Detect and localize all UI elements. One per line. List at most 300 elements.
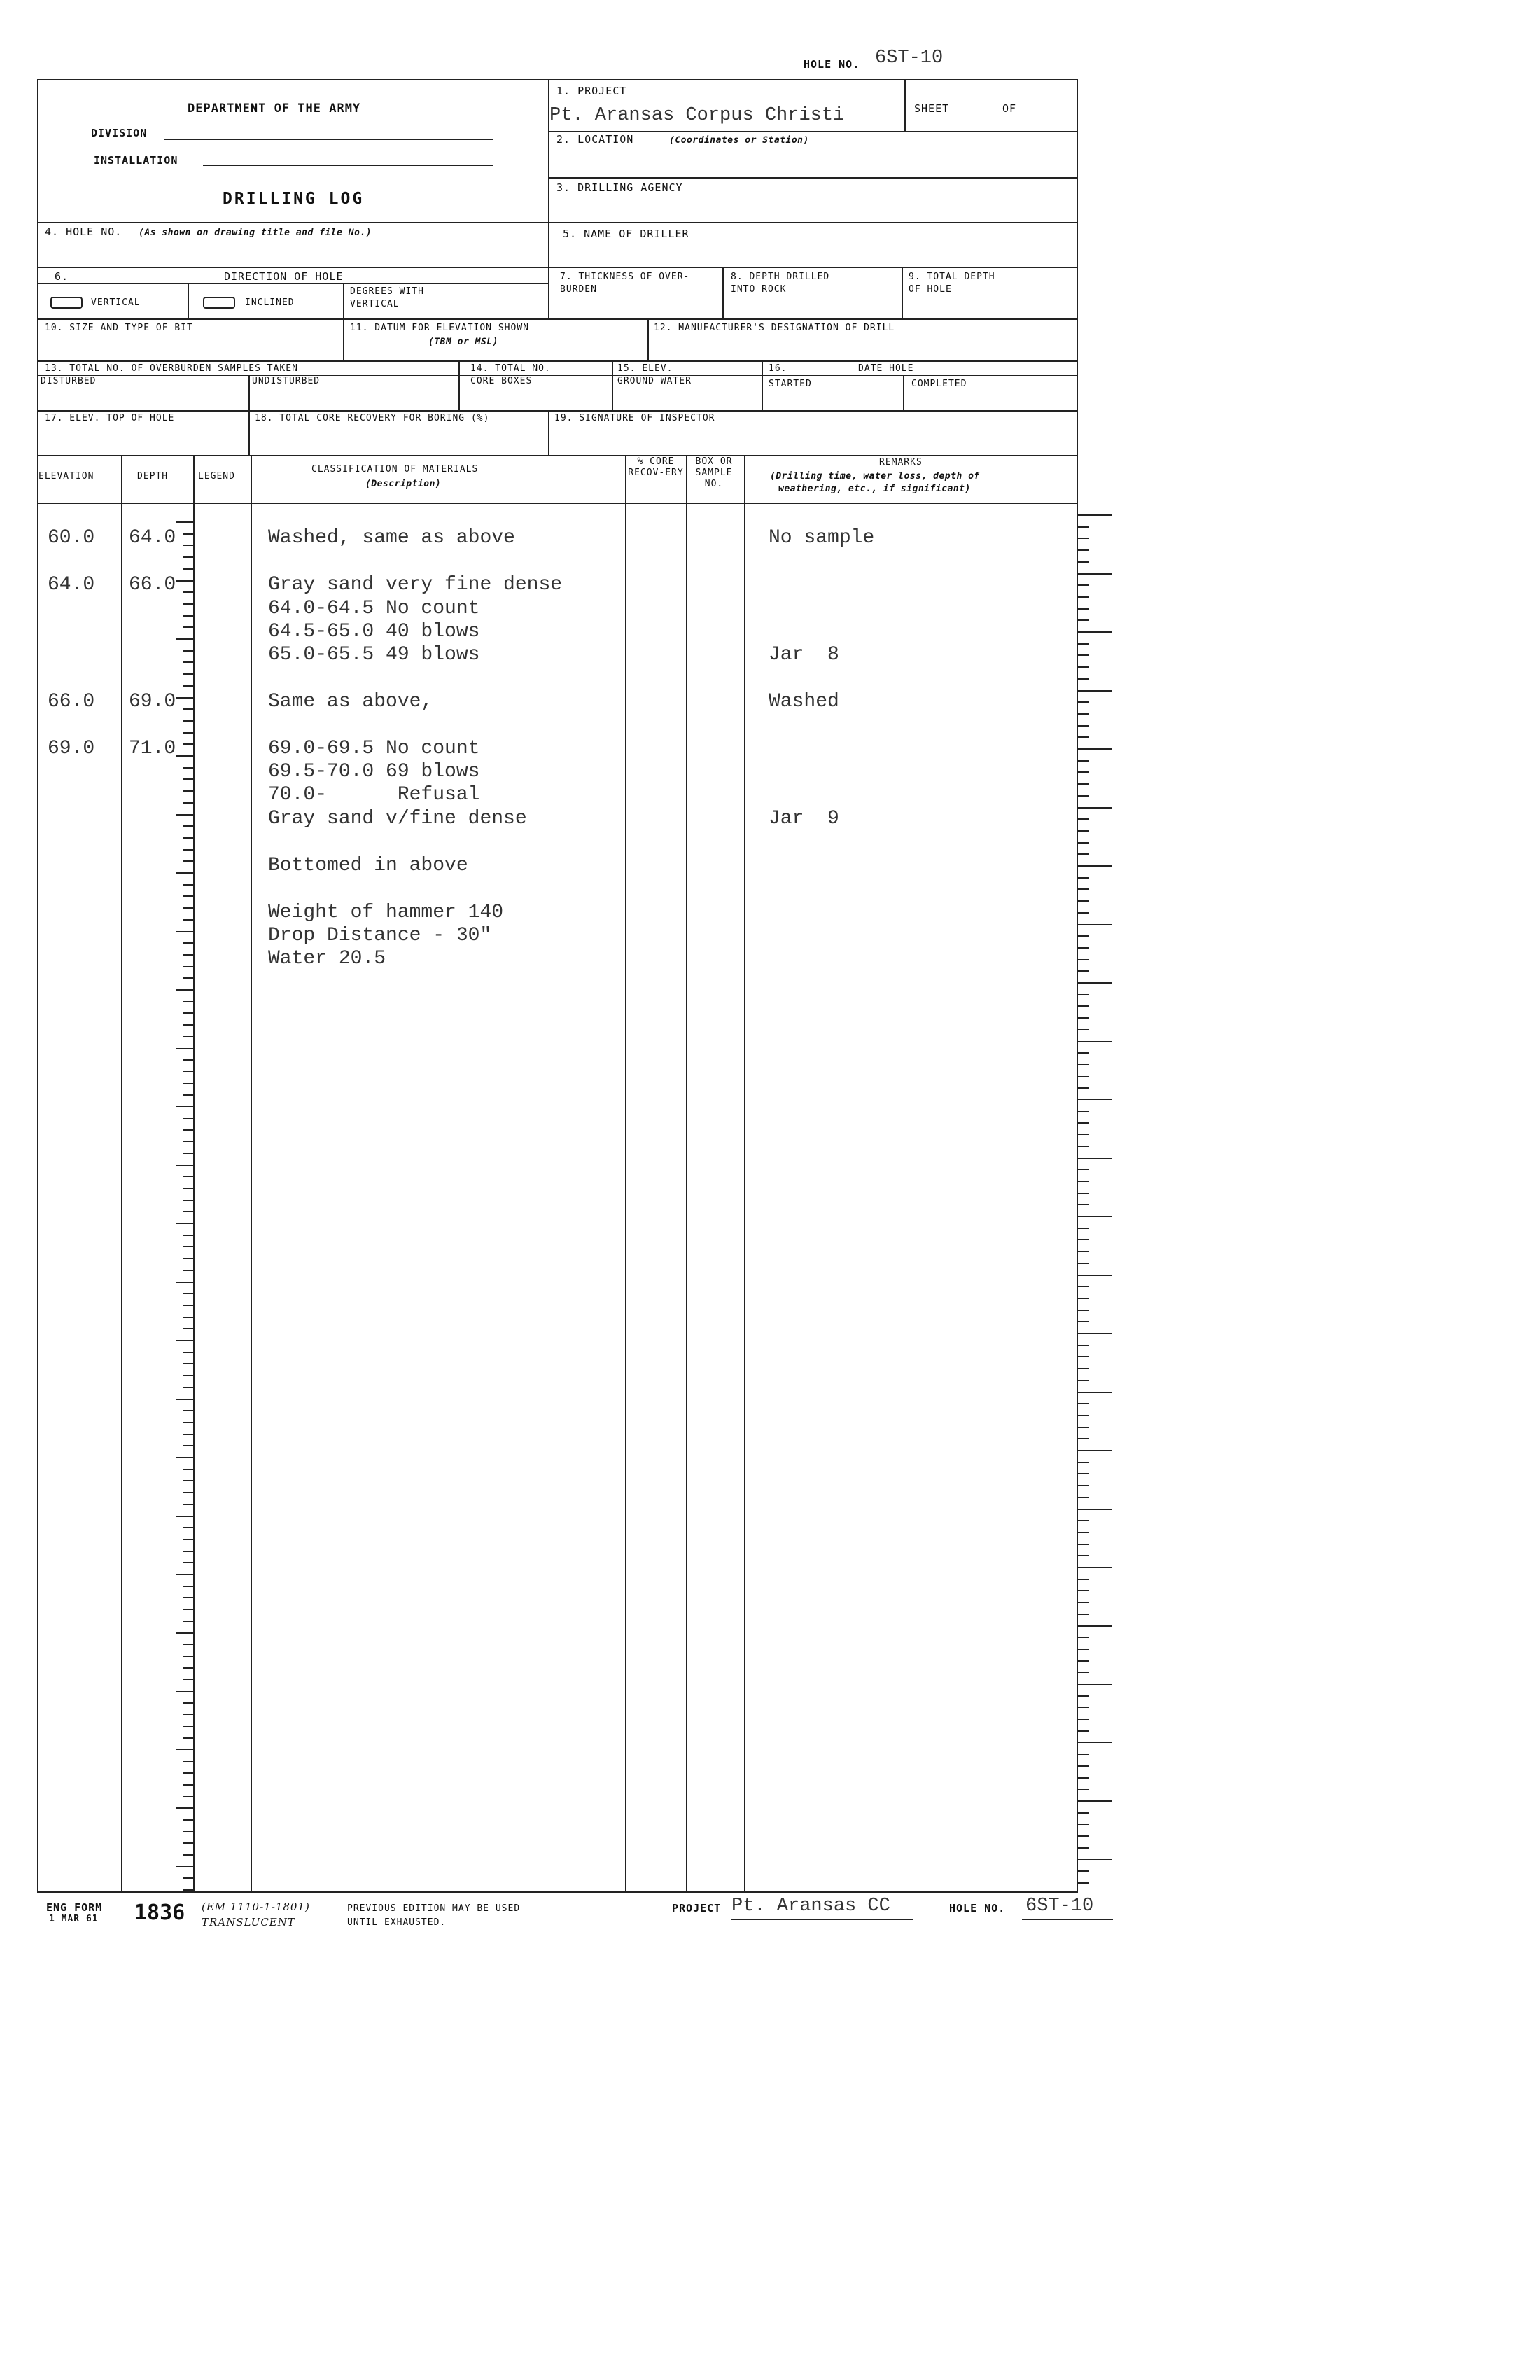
right-scale-tick: [1078, 1870, 1089, 1872]
depth-scale-tick: [183, 1270, 193, 1271]
depth-scale-tick: [183, 966, 193, 967]
right-scale-tick: [1078, 1403, 1089, 1404]
right-scale-tick: [1078, 1707, 1089, 1708]
completed-label: COMPLETED: [911, 379, 967, 389]
col-line-classification: [251, 455, 252, 1893]
footer-hole-value: 6ST-10: [1026, 1896, 1094, 1917]
driller-label: 5. NAME OF DRILLER: [563, 227, 690, 240]
right-scale-tick: [1078, 1648, 1089, 1650]
date-num: 16.: [769, 363, 788, 374]
description-line: 65.0-65.5 49 blows: [268, 644, 480, 666]
depth-scale-tick: [183, 1737, 193, 1739]
elev-top-label: 17. ELEV. TOP OF HOLE: [45, 413, 175, 424]
right-scale-tick: [1078, 1777, 1089, 1779]
col-line-depth: [121, 455, 122, 1893]
depth-scale-tick: [183, 907, 193, 909]
right-scale-tick: [1078, 1660, 1089, 1662]
depth-scale-tick: [176, 1690, 193, 1692]
depth-scale-tick: [183, 708, 193, 710]
right-scale-tick: [1078, 1882, 1089, 1884]
right-scale-tick: [1078, 1567, 1112, 1568]
right-scale-tick: [1078, 1356, 1089, 1357]
depth-scale-tick: [183, 1597, 193, 1598]
depth-scale-tick: [176, 1807, 193, 1809]
depth-scale-tick: [183, 942, 193, 944]
right-scale-tick: [1078, 1730, 1089, 1732]
description-line: Gray sand v/fine dense: [268, 808, 527, 830]
row-line-direction: [37, 267, 1078, 268]
right-scale-tick: [1078, 771, 1089, 773]
elevation-value: 66.0: [48, 691, 95, 713]
right-scale-tick: [1078, 573, 1112, 575]
footer-project-value: Pt. Aransas CC: [732, 1896, 890, 1917]
depth-scale-tick: [183, 1784, 193, 1786]
total-depth-div: [902, 267, 903, 318]
right-scale-tick: [1078, 1204, 1089, 1205]
depth-scale-tick: [183, 1480, 193, 1481]
depth-value: 71.0: [129, 738, 176, 760]
right-scale-tick: [1078, 1590, 1089, 1591]
depth-rock-div: [722, 267, 724, 318]
depth-scale-tick: [183, 825, 193, 827]
eng-form-label: ENG FORM: [46, 1901, 103, 1914]
depth-value: 69.0: [129, 691, 176, 713]
core-recovery-div: [248, 410, 250, 455]
right-scale-tick: [1078, 1765, 1089, 1767]
description-line: Drop Distance - 30": [268, 925, 492, 946]
depth-scale-tick: [183, 1001, 193, 1002]
depth-scale-tick: [183, 1667, 193, 1669]
right-scale-tick: [1078, 1134, 1089, 1135]
right-scale-tick: [1078, 1427, 1089, 1428]
right-scale-tick: [1078, 1005, 1089, 1007]
right-scale-tick: [1078, 830, 1089, 832]
datum-label: 11. DATUM FOR ELEVATION SHOWN: [350, 323, 529, 333]
right-scale-tick: [1078, 760, 1089, 762]
right-scale-tick: [1078, 631, 1112, 633]
col-classification: CLASSIFICATION OF MATERIALS: [312, 464, 479, 475]
right-scale-tick: [1078, 1508, 1112, 1510]
previous-edition-2: UNTIL EXHAUSTED.: [347, 1917, 447, 1928]
depth-scale-tick: [183, 860, 193, 862]
right-scale-tick: [1078, 1544, 1089, 1545]
description-line: Washed, same as above: [268, 527, 515, 549]
right-scale-tick: [1078, 1310, 1089, 1311]
depth-scale-tick: [183, 1129, 193, 1130]
depth-scale-tick: [176, 1574, 193, 1575]
depth-scale-tick: [183, 1550, 193, 1552]
right-scale-tick: [1078, 924, 1112, 925]
drilling-log-title: DRILLING LOG: [223, 190, 365, 208]
remark-line: Jar 8: [769, 644, 839, 666]
depth-scale-tick: [183, 1644, 193, 1645]
hole-no-field-label: 4. HOLE NO.: [45, 225, 122, 238]
depth-scale-tick: [183, 1059, 193, 1060]
right-scale-tick: [1078, 1122, 1089, 1124]
right-scale-tick: [1078, 1239, 1089, 1240]
depth-scale-tick: [183, 884, 193, 886]
right-scale-tick: [1078, 678, 1089, 680]
elevation-value: 64.0: [48, 574, 95, 596]
depth-scale-tick: [183, 1422, 193, 1423]
department-title: DEPARTMENT OF THE ARMY: [188, 102, 361, 115]
depth-scale-tick: [183, 732, 193, 734]
depth-scale-tick: [183, 977, 193, 979]
depth-scale-tick: [183, 545, 193, 546]
inclined-checkbox[interactable]: [203, 297, 235, 309]
undisturbed-label: UNDISTURBED: [252, 376, 321, 386]
right-scale-tick: [1078, 736, 1089, 738]
right-scale-tick: [1078, 1800, 1112, 1802]
depth-scale-tick: [183, 1830, 193, 1832]
right-scale-tick: [1078, 1788, 1089, 1790]
depth-scale-tick: [183, 767, 193, 769]
right-scale-tick: [1078, 643, 1089, 645]
installation-line: [203, 165, 493, 166]
samples-label: 13. TOTAL NO. OF OVERBURDEN SAMPLES TAKEN: [45, 363, 298, 374]
date-hole-label: DATE HOLE: [858, 363, 914, 374]
description-line: Water 20.5: [268, 948, 386, 969]
col-elevation: ELEVATION: [38, 471, 94, 482]
hole-no-field-hint: (As shown on drawing title and file No.): [139, 227, 372, 238]
depth-scale-tick: [183, 568, 193, 570]
depth-scale-tick: [183, 1200, 193, 1201]
right-scale-tick: [1078, 701, 1089, 703]
elev-ground-label: 15. ELEV. GROUND WATER: [617, 363, 692, 386]
remark-line: Washed: [769, 691, 839, 713]
depth-scale-tick: [183, 720, 193, 722]
signature-div: [548, 410, 550, 455]
depth-scale-tick: [183, 778, 193, 780]
right-scale-tick: [1078, 526, 1089, 528]
right-scale-tick: [1078, 1497, 1089, 1498]
of-label: OF: [1002, 102, 1017, 115]
right-scale-tick: [1078, 1064, 1089, 1065]
core-boxes-label: 14. TOTAL NO. CORE BOXES: [470, 363, 551, 386]
form-date: 1 MAR 61: [49, 1914, 99, 1924]
em-reference: (EM 1110-1-1801): [202, 1900, 310, 1913]
right-scale-tick: [1078, 561, 1089, 563]
remark-line: Jar 9: [769, 808, 839, 830]
right-scale-tick: [1078, 1625, 1112, 1627]
depth-scale-tick: [183, 1375, 193, 1376]
description-line: Gray sand very fine dense: [268, 574, 563, 596]
right-scale-tick: [1078, 538, 1089, 539]
right-scale-tick: [1078, 1462, 1089, 1463]
footer-project-label: PROJECT: [672, 1902, 722, 1914]
right-scale-tick: [1078, 584, 1089, 586]
col-classification-hint: (Description): [365, 479, 442, 489]
right-scale-tick: [1078, 1216, 1112, 1217]
right-scale-tick: [1078, 1684, 1112, 1685]
location-label: 2. LOCATION: [556, 133, 634, 146]
bit-div: [343, 318, 344, 360]
depth-scale-tick: [183, 1854, 193, 1856]
division-line: [164, 139, 493, 140]
right-scale-tick: [1078, 1298, 1089, 1299]
project-value: Pt. Aransas Corpus Christi: [550, 105, 845, 126]
right-scale-tick: [1078, 1263, 1089, 1264]
right-scale-tick: [1078, 1251, 1089, 1252]
depth-scale-tick: [183, 1410, 193, 1411]
right-scale-tick: [1078, 1473, 1089, 1474]
col-legend: LEGEND: [198, 471, 235, 482]
right-scale-tick: [1078, 1614, 1089, 1615]
core-boxes-div: [458, 360, 460, 410]
depth-scale-tick: [176, 814, 193, 816]
elevation-value: 69.0: [48, 738, 95, 760]
right-scale-tick: [1078, 1742, 1112, 1743]
right-scale-tick: [1078, 818, 1089, 820]
depth-scale-tick: [183, 1772, 193, 1774]
depth-scale-tick: [183, 1176, 193, 1177]
right-scale-tick: [1078, 842, 1089, 844]
right-scale-tick: [1078, 1602, 1089, 1603]
depth-scale-tick: [183, 1188, 193, 1189]
footer-project-line: [732, 1919, 913, 1920]
col-line-legend: [193, 455, 195, 1893]
depth-scale-tick: [176, 580, 193, 582]
right-scale-tick: [1078, 725, 1089, 727]
agency-label: 3. DRILLING AGENCY: [556, 181, 683, 194]
right-scale-tick: [1078, 654, 1089, 656]
right-scale-tick: [1078, 865, 1112, 867]
col-core-recovery: % CORE RECOV-ERY: [628, 456, 684, 478]
right-scale-tick: [1078, 959, 1089, 960]
depth-scale-tick: [183, 1760, 193, 1762]
depth-scale-tick: [183, 837, 193, 839]
depth-scale-tick: [183, 802, 193, 804]
right-scale-tick: [1078, 550, 1089, 551]
bit-label: 10. SIZE AND TYPE OF BIT: [45, 323, 193, 333]
description-line: 64.5-65.0 40 blows: [268, 621, 480, 643]
right-scale-tick: [1078, 1835, 1089, 1837]
depth-scale-tick: [183, 1387, 193, 1388]
right-scale-tick: [1078, 1111, 1089, 1112]
row-line-driller: [548, 222, 1078, 223]
right-scale-tick: [1078, 1532, 1089, 1533]
direction-num: 6.: [55, 270, 69, 283]
depth-scale-tick: [176, 989, 193, 990]
right-scale-tick: [1078, 1485, 1089, 1486]
manufacturer-label: 12. MANUFACTURER'S DESIGNATION OF DRILL: [654, 323, 895, 333]
right-scale-tick: [1078, 1146, 1089, 1147]
depth-scale-tick: [183, 1714, 193, 1715]
division-label: DIVISION: [91, 127, 148, 139]
depth-scale-tick: [183, 1795, 193, 1797]
form-number: 1836: [134, 1900, 186, 1925]
right-scale-tick: [1078, 1578, 1089, 1580]
depth-scale-tick: [183, 1609, 193, 1610]
depth-scale-tick: [176, 931, 193, 932]
depth-scale-tick: [183, 1328, 193, 1329]
right-scale-tick: [1078, 596, 1089, 598]
col-remarks: REMARKS: [879, 457, 923, 468]
thickness-div: [548, 267, 550, 318]
right-scale-tick: [1078, 1158, 1112, 1159]
right-scale-tick: [1078, 1286, 1089, 1287]
depth-scale-tick: [183, 533, 193, 535]
depth-scale-tick: [176, 522, 193, 523]
depth-scale-tick: [176, 1282, 193, 1283]
footer-hole-label: HOLE NO.: [949, 1902, 1006, 1914]
depth-scale-tick: [183, 1504, 193, 1505]
depth-scale-tick: [183, 1527, 193, 1528]
depth-scale-tick: [183, 1141, 193, 1142]
vertical-label: VERTICAL: [91, 298, 141, 308]
depth-scale-tick: [183, 1352, 193, 1353]
col-line-box: [686, 455, 687, 1893]
depth-scale-tick: [183, 1445, 193, 1446]
right-scale-tick: [1078, 1181, 1089, 1182]
depth-scale-tick: [183, 1726, 193, 1727]
depth-scale-tick: [176, 1340, 193, 1341]
depth-scale-tick: [183, 1562, 193, 1563]
depth-value: 64.0: [129, 527, 176, 549]
depth-scale-tick: [176, 872, 193, 874]
col-box-sample: BOX OR SAMPLE NO.: [695, 456, 733, 489]
right-scale-tick: [1078, 1695, 1089, 1697]
right-scale-tick: [1078, 1193, 1089, 1194]
depth-scale-tick: [183, 919, 193, 920]
top-hole-no-value: 6ST-10: [875, 48, 944, 69]
footer-hole-line: [1022, 1919, 1113, 1920]
undisturbed-div: [248, 375, 250, 410]
depth-scale-tick: [176, 638, 193, 640]
date-div: [762, 360, 763, 410]
right-scale-tick: [1078, 935, 1089, 937]
right-scale-tick: [1078, 807, 1112, 808]
depth-scale-tick: [183, 1492, 193, 1493]
depth-scale-tick: [183, 1620, 193, 1622]
depth-scale-tick: [183, 1071, 193, 1072]
right-scale-tick: [1078, 1275, 1112, 1276]
right-scale-tick: [1078, 1041, 1112, 1042]
col-remarks-hint-1: (Drilling time, water loss, depth of: [770, 471, 980, 482]
col-remarks-hint-2: weathering, etc., if significant): [778, 484, 971, 494]
right-scale-tick: [1078, 713, 1089, 715]
description-line: 64.0-64.5 No count: [268, 598, 480, 620]
right-scale-tick: [1078, 620, 1089, 621]
depth-scale-tick: [183, 1363, 193, 1364]
depth-scale-tick: [176, 1749, 193, 1750]
depth-scale-tick: [183, 556, 193, 558]
right-scale-tick: [1078, 947, 1089, 948]
depth-scale-tick: [183, 662, 193, 663]
depth-scale-tick: [176, 1457, 193, 1458]
direction-label: DIRECTION OF HOLE: [224, 270, 344, 283]
right-scale-tick: [1078, 1345, 1089, 1346]
description-line: Weight of hammer 140: [268, 902, 504, 923]
depth-rock-label: 8. DEPTH DRILLED INTO ROCK: [731, 272, 830, 295]
depth-scale-tick: [183, 1819, 193, 1821]
depth-scale-tick: [183, 1702, 193, 1704]
direction-div-2: [343, 284, 344, 318]
right-scale-tick: [1078, 783, 1089, 785]
right-scale-tick: [1078, 1321, 1089, 1322]
depth-scale-tick: [183, 1469, 193, 1470]
right-scale-tick: [1078, 690, 1112, 692]
depth-scale-tick: [183, 1889, 193, 1891]
row-line-hole: [37, 222, 548, 223]
col-line-remarks: [744, 455, 746, 1893]
description-line: 69.0-69.5 No count: [268, 738, 480, 760]
depth-scale-tick: [176, 1048, 193, 1049]
right-scale-tick: [1078, 1099, 1112, 1100]
right-scale-tick: [1078, 1823, 1089, 1825]
right-scale-tick: [1078, 608, 1089, 610]
right-scale-tick: [1078, 1017, 1089, 1018]
right-scale-tick: [1078, 1052, 1089, 1054]
right-scale-tick: [1078, 748, 1112, 750]
signature-label: 19. SIGNATURE OF INSPECTOR: [554, 413, 715, 424]
depth-scale-tick: [183, 1539, 193, 1540]
right-scale-tick: [1078, 994, 1089, 995]
right-scale-tick: [1078, 888, 1089, 890]
depth-scale-tick: [183, 954, 193, 955]
depth-scale-tick: [183, 743, 193, 745]
description-line: Bottomed in above: [268, 855, 468, 876]
started-label: STARTED: [769, 379, 812, 389]
depth-scale-tick: [183, 1118, 193, 1119]
right-scale-tick: [1078, 666, 1089, 668]
description-line: Same as above,: [268, 691, 433, 713]
right-scale-tick: [1078, 1555, 1089, 1556]
description-line: 70.0- Refusal: [268, 784, 480, 806]
right-scale-tick: [1078, 1847, 1089, 1849]
depth-scale-tick: [183, 1012, 193, 1014]
top-hole-no-label: HOLE NO.: [804, 58, 860, 71]
depth-scale-tick: [183, 1305, 193, 1306]
row-line-bit: [37, 318, 1078, 320]
right-scale-tick: [1078, 1438, 1089, 1439]
depth-scale-tick: [183, 790, 193, 792]
depth-scale-tick: [183, 1094, 193, 1096]
depth-scale-tick: [183, 1434, 193, 1435]
right-scale-tick: [1078, 853, 1089, 855]
right-scale-tick: [1078, 1450, 1112, 1451]
depth-scale-tick: [183, 685, 193, 687]
right-scale-tick: [1078, 1520, 1089, 1521]
depth-scale-tick: [183, 1024, 193, 1026]
previous-edition-1: PREVIOUS EDITION MAY BE USED: [347, 1903, 521, 1914]
right-scale-tick: [1078, 1228, 1089, 1229]
row-line-elev-top: [37, 410, 1078, 412]
direction-div-1: [188, 284, 189, 318]
remark-line: No sample: [769, 527, 875, 549]
right-scale-tick: [1078, 900, 1089, 902]
vertical-checkbox[interactable]: [50, 297, 83, 309]
depth-scale-tick: [176, 1632, 193, 1634]
depth-scale-tick: [183, 603, 193, 605]
depth-scale-tick: [183, 1293, 193, 1294]
right-scale-tick: [1078, 1415, 1089, 1416]
thickness-label: 7. THICKNESS OF OVER-BURDEN: [560, 272, 690, 295]
col-depth: DEPTH: [137, 471, 169, 482]
depth-scale-tick: [176, 755, 193, 757]
right-scale-tick: [1078, 514, 1112, 516]
depth-scale-tick: [183, 673, 193, 675]
depth-scale-tick: [183, 1258, 193, 1259]
sheet-divider: [904, 79, 906, 132]
right-scale-tick: [1078, 1029, 1089, 1030]
depth-scale-tick: [176, 697, 193, 699]
depth-scale-tick: [176, 1399, 193, 1400]
right-scale-tick: [1078, 1169, 1089, 1170]
degrees-label: DEGREES WITH VERTICAL: [350, 286, 424, 309]
right-scale-tick: [1078, 1637, 1089, 1638]
right-scale-tick: [1078, 1858, 1112, 1860]
